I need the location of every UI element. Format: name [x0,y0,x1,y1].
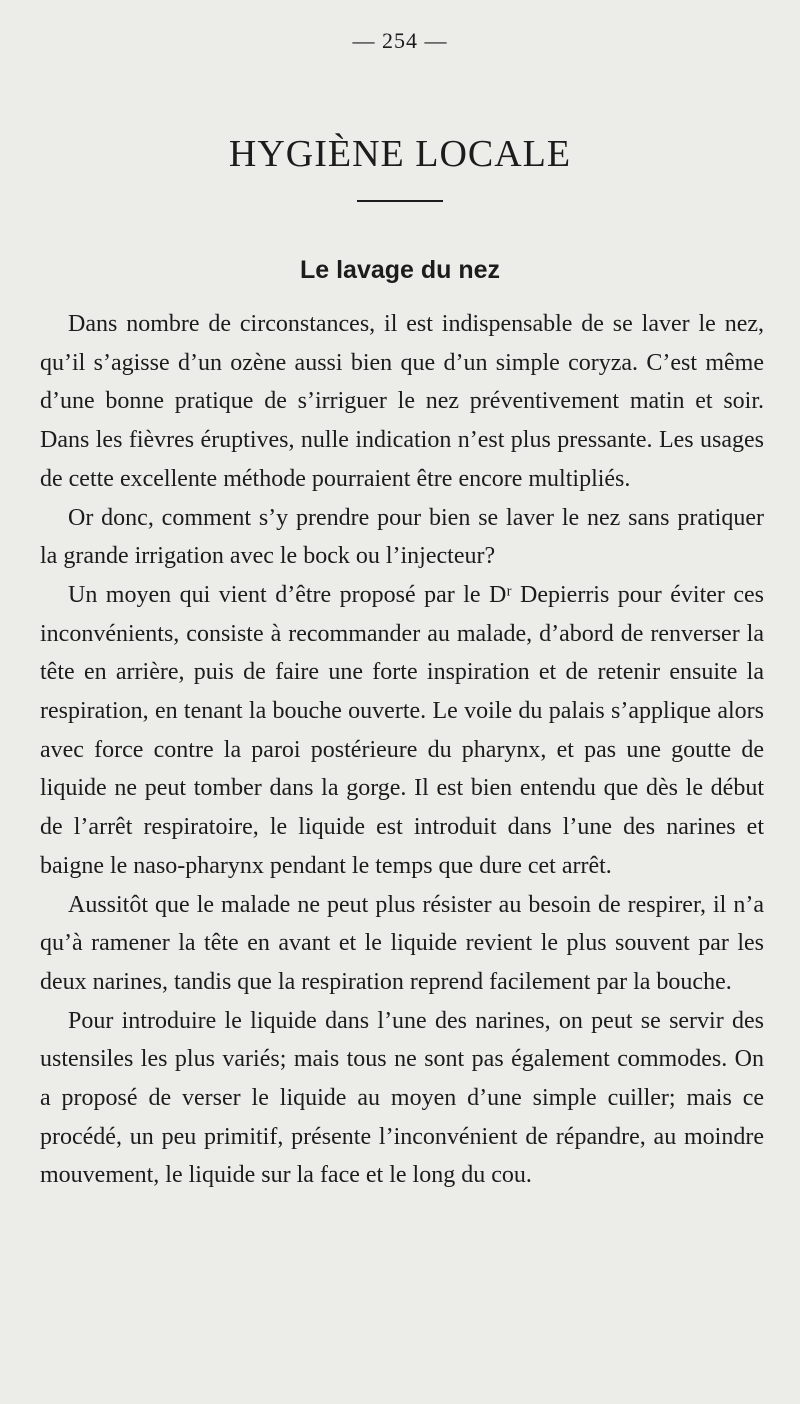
paragraph: Pour introduire le liquide dans l’une des narines, on peut se servir des ustensiles les plus variés; mais tous ne sont pas également commodes. On a proposé de verser le liquide au moyen d’une simple cuiller; mais ce procédé, un peu primitif, présente l’inconvénient de répandre, au moindre mouvement, le liquide sur la face et le long du cou. [40,1007,764,1189]
page-number: — 254 — [352,28,448,53]
title-divider [357,200,443,202]
paragraph: Dans nombre de circonstances, il est indispensable de se laver le nez, qu’il s’agisse d’un ozène aussi bien que d’un simple coryza. C’est même d’une bonne pratique de s’irriguer le nez préventivement matin et soir. Dans les fièvres éruptives, nulle indication n’est plus pressante. Les usages de cette excellente méthode pourraient être encore multipliés. [40,311,764,492]
body-text [40,305,764,1195]
section-heading: Le lavage du nez [299,256,501,284]
paragraph: Aussitôt que le malade ne peut plus résister au besoin de respirer, il n’a qu’à ramener la tête en avant et le liquide revient le plus souvent par les deux narines, tandis que la respiration reprend facilement par la bouche. [40,891,764,995]
paragraph: Or donc, comment s’y prendre pour bien se laver le nez sans pratiquer la grande irrigation avec le bock ou l’injecteur? [40,504,764,570]
paragraph: Un moyen qui vient d’être proposé par le Dʳ Depierris pour éviter ces inconvénients, consiste à recommander au malade, d’abord de renverser la tête en arrière, puis de faire une forte inspiration et de retenir ensuite la respiration, en tenant la bouche ouverte. Le voile du palais s’applique alors avec force contre la paroi postérieure du pharynx, et pas une goutte de liquide ne peut tomber dans la gorge. Il est bien entendu que dès le début de l’arrêt respiratoire, le liquide est introduit dans l’une des narines et baigne le naso-pharynx pendant le temps que dure cet arrêt. [40,581,764,879]
page-title: HYGIÈNE LOCALE [228,133,572,175]
